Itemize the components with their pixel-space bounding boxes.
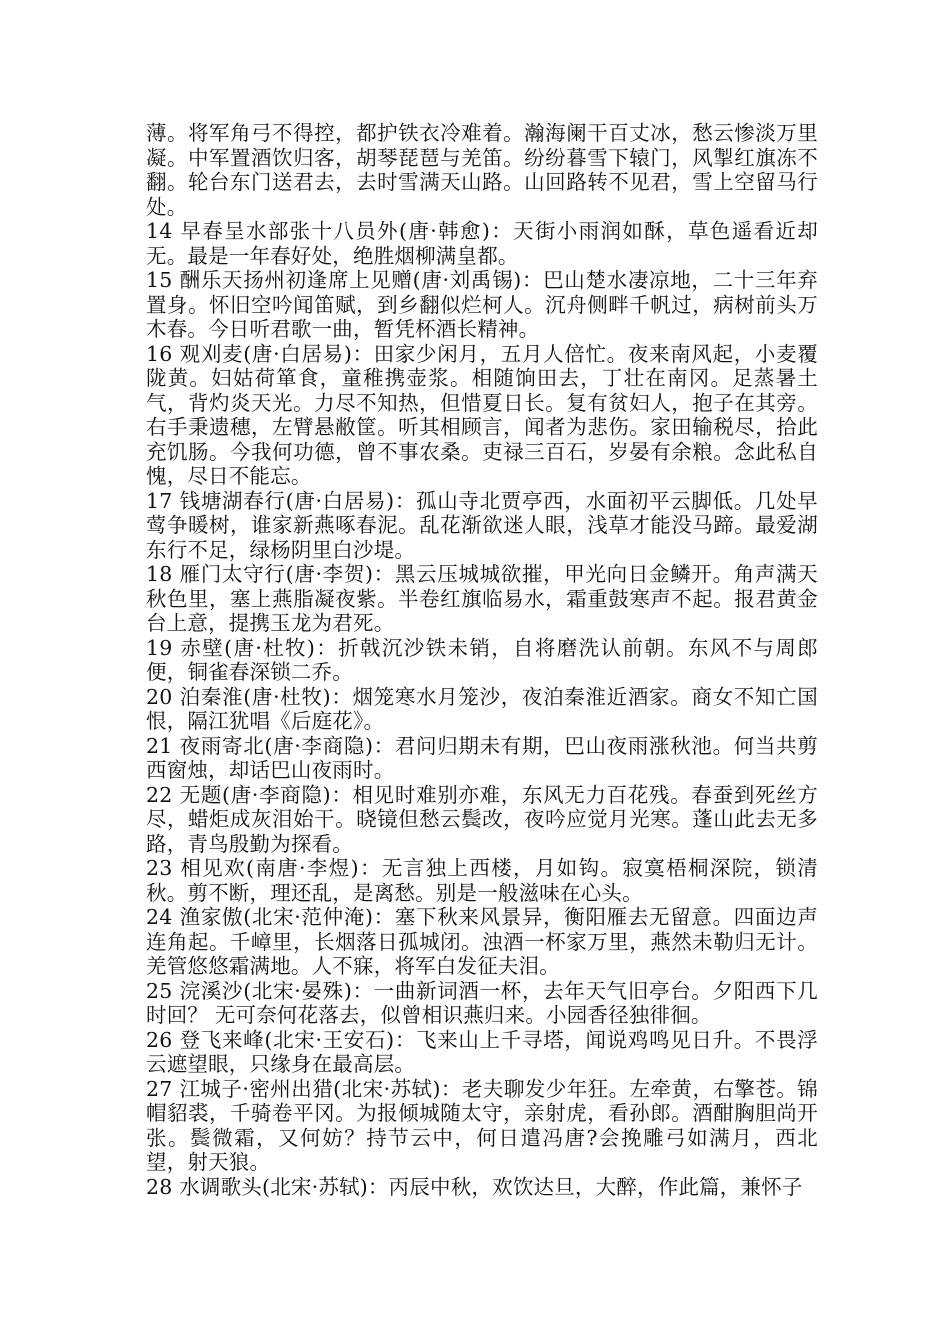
poem-entry-16: 16 观刈麦(唐·白居易)：田家少闲月，五月人倍忙。夜来南风起，小麦覆陇黄。妇姑荷箪食，童稚携壶浆。相随饷田去，丁壮在南冈。足蒸暑土气，背灼炎天光。力尽不知热，但惜夏日长。复有贫妇人，抱子在其旁。右手秉遗穗，左臂悬敝筐。听其相顾言，闻者为悲伤。家田输税尽，拾此充饥肠。今我何功德，曾不事农桑。吏禄三百石，岁晏有余粮。念此私自愧，尽日不能忘。 bbox=[146, 341, 818, 488]
poem-entry-18: 18 雁门太守行(唐·李贺)：黑云压城城欲摧，甲光向日金鳞开。角声满天秋色里，塞上燕脂凝夜紫。半卷红旗临易水，霜重鼓寒声不起。报君黄金台上意，提携玉龙为君死。 bbox=[146, 562, 818, 635]
poem-entry-23: 23 相见欢(南唐·李煜)：无言独上西楼，月如钩。寂寞梧桐深院，锁清秋。剪不断，理还乱，是离愁。别是一般滋味在心头。 bbox=[146, 856, 818, 905]
poem-entry-20: 20 泊秦淮(唐·杜牧)：烟笼寒水月笼沙，夜泊秦淮近酒家。商女不知亡国恨，隔江犹唱《后庭花》。 bbox=[146, 684, 818, 733]
poem-entry-28: 28 水调歌头(北宋·苏轼)：丙辰中秋，欢饮达旦，大醉，作此篇，兼怀子 bbox=[146, 1174, 803, 1199]
poem-entry-21: 21 夜雨寄北(唐·李商隐)：君问归期未有期，巴山夜雨涨秋池。何当共剪西窗烛，却话巴山夜雨时。 bbox=[146, 733, 818, 782]
poem-entry-24: 24 渔家傲(北宋·范仲淹)：塞下秋来风景异，衡阳雁去无留意。四面边声连角起。千嶂里，长烟落日孤城闭。浊酒一杯家万里，燕然未勒归无计。羌管悠悠霜满地。人不寐，将军白发征夫泪。 bbox=[146, 905, 818, 978]
poem-entry-27: 27 江城子·密州出猎(北宋·苏轼)：老夫聊发少年狂。左牵黄，右擎苍。锦帽貂裘，千骑卷平冈。为报倾城随太守，亲射虎，看孙郎。酒酣胸胆尚开张。鬓微霜，又何妨？持节云中，何日遣冯唐?会挽雕弓如满月，西北望，射天狼。 bbox=[146, 1076, 818, 1174]
poem-entry-15: 15 酬乐天扬州初逢席上见赠(唐·刘禹锡)：巴山楚水凄凉地，二十三年弃置身。怀旧空吟闻笛赋，到乡翻似烂柯人。沉舟侧畔千帆过，病树前头万木春。今日听君歌一曲，暂凭杯酒长精神。 bbox=[146, 268, 818, 341]
poem-entry-26: 26 登飞来峰(北宋·王安石)：飞来山上千寻塔，闻说鸡鸣见日升。不畏浮云遮望眼，只缘身在最高层。 bbox=[146, 1027, 818, 1076]
poem-entry-14: 14 早春呈水部张十八员外(唐·韩愈)：天街小雨润如酥，草色遥看近却无。最是一年春好处，绝胜烟柳满皇都。 bbox=[146, 219, 818, 268]
poem-entry-17: 17 钱塘湖春行(唐·白居易)：孤山寺北贾亭西，水面初平云脚低。几处早莺争暖树，谁家新燕啄春泥。乱花渐欲迷人眼，浅草才能没马蹄。最爱湖东行不足，绿杨阴里白沙堤。 bbox=[146, 488, 818, 562]
poem-entry-19: 19 赤壁(唐·杜牧)：折戟沉沙铁未销，自将磨洗认前朝。东风不与周郎便，铜雀春深锁二乔。 bbox=[146, 635, 818, 684]
poem-continuation-13: 薄。将军角弓不得控，都护铁衣冷难着。瀚海阑干百丈冰，愁云惨淡万里凝。中军置酒饮归客，胡琴琵琶与羌笛。纷纷暮雪下辕门，风掣红旗冻不翻。轮台东门送君去，去时雪满天山路。山回路转不见君，雪上空留马行处。 bbox=[146, 121, 818, 219]
poem-entry-22: 22 无题(唐·李商隐)：相见时难别亦难，东风无力百花残。春蚕到死丝方尽，蜡炬成灰泪始干。晓镜但愁云鬓改，夜吟应觉月光寒。蓬山此去无多路，青鸟殷勤为探看。 bbox=[146, 782, 818, 856]
document-page bbox=[146, 121, 818, 1199]
poem-entry-25: 25 浣溪沙(北宋·晏殊)：一曲新词酒一杯，去年天气旧亭台。夕阳西下几时回？ 无可奈何花落去，似曾相识燕归来。小园香径独徘徊。 bbox=[146, 978, 818, 1027]
